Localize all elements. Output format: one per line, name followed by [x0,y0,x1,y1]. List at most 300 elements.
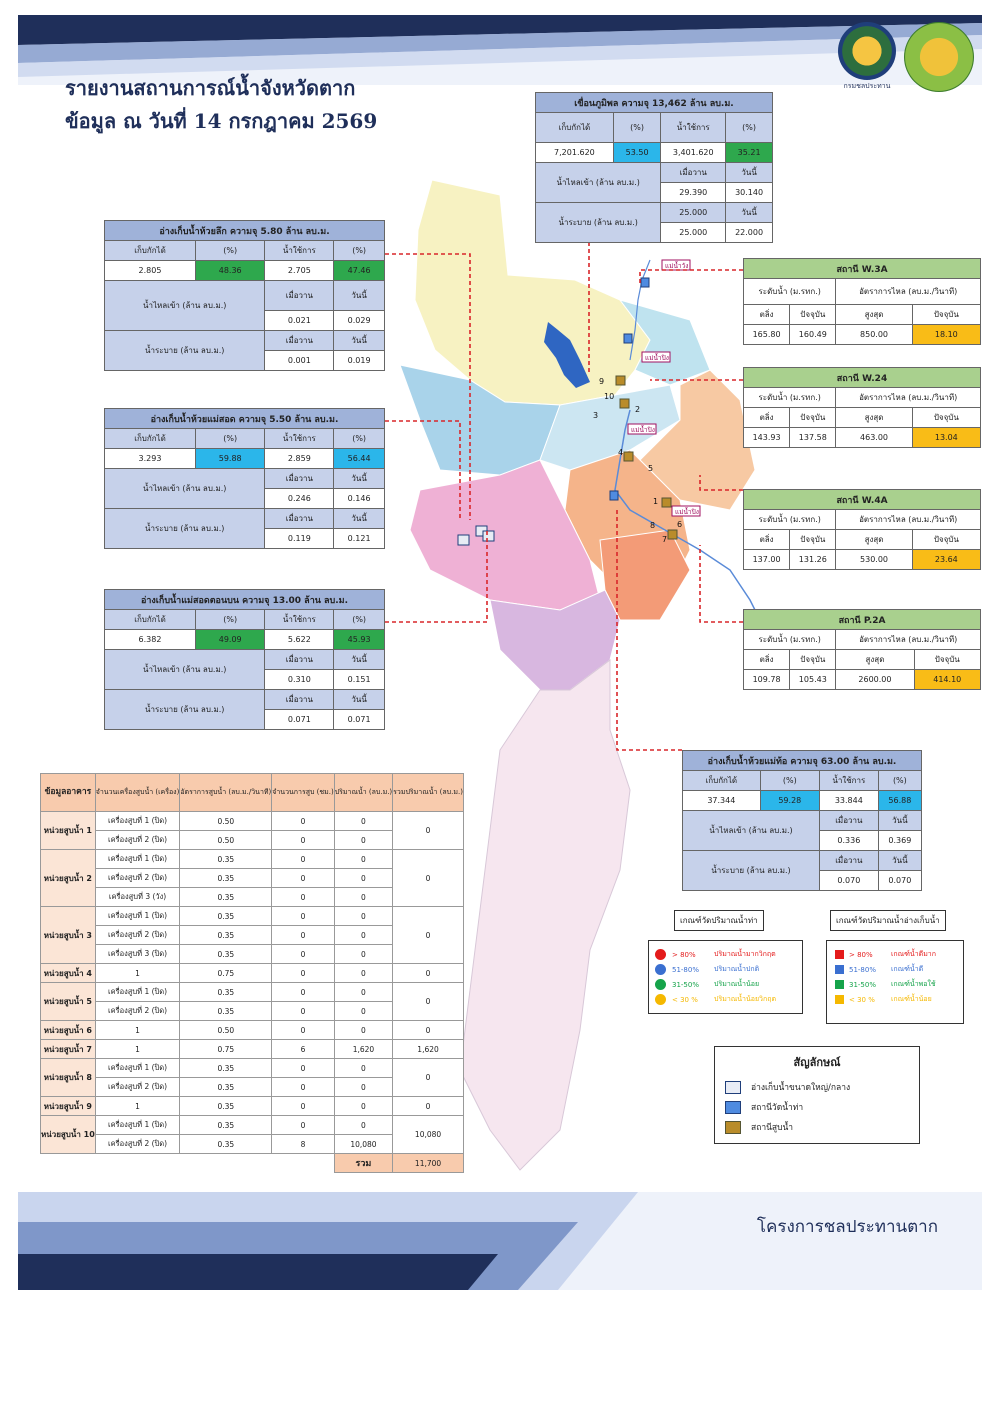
bhumibol-usable-label: น้ำใช้การ [661,113,726,143]
pump-volume: 0 [334,812,392,831]
maesotdonbon-in-t-label: วันนี้ [334,650,385,670]
pump-table-row [41,1097,464,1116]
report-title-block [65,72,377,138]
pump-hours: 8 [272,1135,334,1154]
station-p2a-flow-label: อัตราการไหล (ลบ.ม./วินาที) [836,630,981,650]
maesotdonbon-in-yesterday: 0.310 [265,670,334,690]
maesot-stored: 3.293 [105,449,196,469]
pump-marker-1: 1 [653,497,659,506]
maetho-stored-label: เก็บกักได้ [683,771,761,791]
station-w4a-bank: 137.00 [744,550,790,570]
pump-machine: 1 [95,964,180,983]
pump-icon-9 [616,376,625,385]
pump-unit-total: 0 [393,964,464,983]
legend-reservoir-title: เกณฑ์วัดปริมาณน้ำอ่างเก็บน้ำ [830,910,946,931]
pump-machine: เครื่องสูบที่ 1 (ปิด) [95,1116,180,1135]
maesotdonbon-out-today: 0.071 [334,710,385,730]
circle-icon [655,994,666,1005]
pump-unit-name: หน่วยสูบน้ำ 8 [41,1059,96,1097]
station-w4a-current-flow-label: ปัจจุบัน [912,530,980,550]
pump-table-row [41,964,464,983]
legend-item [655,992,796,1007]
station-w3a-current-flow-label: ปัจจุบัน [912,305,980,325]
maetho-title: อ่างเก็บน้ำห้วยแม่ท้อ ความจุ 63.00 ล้าน ลบ.ม. [683,751,922,771]
legend-item [655,962,796,977]
reservoir-icon-1 [458,535,469,545]
pump-icon [725,1121,741,1134]
pump-machine: เครื่องสูบที่ 3 (ปิด) [95,945,180,964]
legend-text: เกณฑ์น้ำน้อย [891,995,932,1003]
station-w4a-flow-label: อัตราการไหล (ลบ.ม./วินาที) [836,510,981,530]
pump-unit-name: หน่วยสูบน้ำ 4 [41,964,96,983]
huaylik-stored: 2.805 [105,261,196,281]
pump-table-row [41,1059,464,1078]
station-w24-level-label: ระดับน้ำ (ม.รทก.) [744,388,836,408]
huaylik-usable: 2.705 [265,261,334,281]
maetho-out-yesterday: 0.070 [819,871,878,891]
maesot-out-today: 0.121 [334,529,385,549]
pump-icon-1 [662,498,671,507]
legend-range: 51-80% [849,965,876,974]
symbol-station-label: สถานีวัดน้ำท่า [751,1103,804,1113]
pump-col-count: จำนวนเครื่องสูบน้ำ (เครื่อง) [95,774,180,812]
maesotdonbon-inflow-label: น้ำไหลเข้า (ล้าน ลบ.ม.) [105,650,265,690]
legend-text: เกณฑ์น้ำดี [891,965,924,973]
maetho-out-y-label: เมื่อวาน [819,851,878,871]
pump-hours: 0 [272,926,334,945]
pump-hours: 0 [272,869,334,888]
station-w24-current-label: ปัจจุบัน [790,408,836,428]
pump-hours: 0 [272,1059,334,1078]
maesotdonbon-out-t-label: วันนี้ [334,690,385,710]
legend-range: > 80% [672,950,696,959]
pump-rate: 0.75 [180,1040,272,1059]
pump-table-row [41,812,464,831]
station-w3a-level: 160.49 [790,325,836,345]
huaylik-out-yesterday: 0.001 [265,351,334,371]
pump-table-row [41,1040,464,1059]
pump-hours: 0 [272,907,334,926]
maetho-pct-label: (%) [760,771,819,791]
station-w3a-title: สถานี W.3A [744,259,981,279]
station-w3a-max: 850.00 [836,325,912,345]
maesotdonbon-usable-pct: 45.93 [334,630,385,650]
station-w4a-title: สถานี W.4A [744,490,981,510]
pump-volume: 0 [334,1116,392,1135]
pump-unit-name: หน่วยสูบน้ำ 6 [41,1021,96,1040]
huaylik-in-t-label: วันนี้ [334,281,385,311]
page-title: รายงานสถานการณ์น้ำจังหวัดตาก [65,76,356,100]
legend-text: เกณฑ์น้ำดีมาก [891,950,936,958]
page-subtitle: ข้อมูล ณ วันที่ 14 กรกฎาคม 2569 [65,109,378,133]
pump-volume: 0 [334,1021,392,1040]
pump-rate: 0.50 [180,1021,272,1040]
pump-unit-total: 0 [393,1097,464,1116]
pump-volume: 1,620 [334,1040,392,1059]
legend-range: 31-50% [849,980,876,989]
maesot-stored-pct: 59.88 [195,449,264,469]
pump-volume: 0 [334,945,392,964]
pump-hours: 0 [272,1021,334,1040]
bhumibol-stored-pct: 53.50 [613,143,661,163]
station-w3a-table [743,258,981,345]
pump-machine: เครื่องสูบที่ 1 (ปิด) [95,1059,180,1078]
legend-item [835,977,955,992]
pump-unit-name: หน่วยสูบน้ำ 1 [41,812,96,850]
maesot-stored-label: เก็บกักได้ [105,429,196,449]
station-p2a-bank-label: ตลิ่ง [744,650,790,670]
pump-hours: 0 [272,831,334,850]
legend-text: เกณฑ์น้ำพอใช้ [891,980,936,988]
legend-range: < 30 % [672,995,698,1004]
pump-machine: เครื่องสูบที่ 2 (ปิด) [95,869,180,888]
huaylik-usable-pct: 47.46 [334,261,385,281]
symbols-title: สัญลักษณ์ [793,1056,841,1069]
station-w4a-bank-label: ตลิ่ง [744,530,790,550]
footer-band [18,1192,982,1290]
square-icon [835,965,844,974]
huaylik-in-y-label: เมื่อวาน [265,281,334,311]
circle-icon [655,964,666,975]
pump-unit-name: หน่วยสูบน้ำ 10 [41,1116,96,1154]
pump-rate: 0.35 [180,1002,272,1021]
maesot-outflow-label: น้ำระบาย (ล้าน ลบ.ม.) [105,509,265,549]
pump-hours: 0 [272,1078,334,1097]
pump-machine: เครื่องสูบที่ 1 (ปิด) [95,907,180,926]
huaylik-usable-pct-label: (%) [334,241,385,261]
pump-rate: 0.35 [180,850,272,869]
pump-rate: 0.50 [180,812,272,831]
maesot-table [104,408,385,549]
station-p2a-max-label: สูงสุด [836,650,914,670]
maesot-in-y-label: เมื่อวาน [265,469,334,489]
footer-band-graphic [18,1192,982,1290]
pump-unit-total: 0 [393,983,464,1021]
pump-hours: 0 [272,964,334,983]
station-w24-level: 137.58 [790,428,836,448]
pump-marker-9: 9 [599,377,605,386]
maesotdonbon-usable: 5.622 [265,630,334,650]
pump-marker-3: 3 [593,411,599,420]
rid-logo-text: กรมชลประทาน [843,82,891,90]
pump-marker-10: 10 [604,392,615,401]
pump-unit-total: 0 [393,812,464,850]
bhumibol-usable: 3,401.620 [661,143,726,163]
bhumibol-in-today-label: วันนี้ [726,163,773,183]
pump-unit-name: หน่วยสูบน้ำ 7 [41,1040,96,1059]
pump-volume: 0 [334,983,392,1002]
maetho-inflow-label: น้ำไหลเข้า (ล้าน ลบ.ม.) [683,811,820,851]
pump-unit-total: 0 [393,1021,464,1040]
maetho-usable: 33.844 [819,791,878,811]
station-w24-flow-label: อัตราการไหล (ลบ.ม./วินาที) [836,388,981,408]
station-p2a-level: 105.43 [790,670,836,690]
pump-col-hours: จำนวนการสูบ (ชม.) [272,774,334,812]
legend-item [835,962,955,977]
maesotdonbon-pct-label: (%) [195,610,264,630]
station-w3a-flow-label: อัตราการไหล (ลบ.ม./วินาที) [836,279,981,305]
reservoir-icon-3 [483,531,494,541]
pump-unit-total: 1,620 [393,1040,464,1059]
pump-rate: 0.35 [180,1135,272,1154]
maesotdonbon-title: อ่างเก็บน้ำแม่สอดตอนบน ความจุ 13.00 ล้าน ลบ.ม. [105,590,385,610]
pump-unit-name: หน่วยสูบน้ำ 9 [41,1097,96,1116]
maetho-stored: 37.344 [683,791,761,811]
maesotdonbon-in-today: 0.151 [334,670,385,690]
w24-station-icon [624,334,632,343]
river-label-ping-1: แม่น้ำปิง [645,354,669,362]
station-w3a-bank-label: ตลิ่ง [744,305,790,325]
station-p2a-level-label: ระดับน้ำ (ม.รทก.) [744,630,836,650]
maesot-in-yesterday: 0.246 [265,489,334,509]
pump-col-rate: อัตราการสูบน้ำ (ลบ.ม./วินาที) [180,774,272,812]
pump-machine: เครื่องสูบที่ 2 (ปิด) [95,1002,180,1021]
maesotdonbon-outflow-label: น้ำระบาย (ล้าน ลบ.ม.) [105,690,265,730]
pump-rate: 0.35 [180,1078,272,1097]
project-logo [904,22,974,92]
station-w4a-table [743,489,981,570]
bhumibol-out-today-label: วันนี้ [726,203,773,223]
square-icon [835,995,844,1004]
station-icon [725,1101,741,1114]
pump-marker-7: 7 [662,535,668,544]
maesotdonbon-stored: 6.382 [105,630,196,650]
pump-volume: 0 [334,1059,392,1078]
maesotdonbon-table [104,589,385,730]
pump-volume: 0 [334,964,392,983]
station-w3a-max-label: สูงสุด [836,305,912,325]
station-w24-bank-label: ตลิ่ง [744,408,790,428]
legend-text: ปริมาณน้ำมากวิกฤต [714,950,776,958]
maesot-in-today: 0.146 [334,489,385,509]
pump-machine: 1 [95,1021,180,1040]
pump-marker-2: 2 [635,405,641,414]
pump-rate: 0.35 [180,945,272,964]
station-w3a-bank: 165.80 [744,325,790,345]
w3a-station-icon [641,278,649,287]
huaylik-in-today: 0.029 [334,311,385,331]
pump-machine: 1 [95,1097,180,1116]
pump-rate: 0.75 [180,964,272,983]
station-w4a-current-label: ปัจจุบัน [790,530,836,550]
symbols-legend [714,1046,920,1144]
huaylik-out-t-label: วันนี้ [334,331,385,351]
pump-volume: 0 [334,888,392,907]
station-w3a-flow: 18.10 [912,325,980,345]
pump-machine: เครื่องสูบที่ 3 (วัง) [95,888,180,907]
bhumibol-inflow-label: น้ำไหลเข้า (ล้าน ลบ.ม.) [536,163,661,203]
pump-table-body [41,812,464,1173]
huaylik-usable-label: น้ำใช้การ [265,241,334,261]
pump-volume: 0 [334,907,392,926]
bhumibol-in-yesterday: 29.390 [661,183,726,203]
legend-item [835,947,955,962]
legend-item [655,977,796,992]
reservoir-icon [725,1081,741,1094]
pump-machine: เครื่องสูบที่ 1 (ปิด) [95,812,180,831]
pump-rate: 0.35 [180,888,272,907]
pump-hours: 0 [272,850,334,869]
river-label-wang: แม่น้ำวัง [665,262,689,270]
pump-hours: 0 [272,888,334,907]
station-w24-current-flow-label: ปัจจุบัน [912,408,980,428]
pump-unit-total: 10,080 [393,1116,464,1154]
maesotdonbon-usable-pct-label: (%) [334,610,385,630]
pump-hours: 0 [272,1002,334,1021]
bhumibol-out-yesterday: 25.000 [661,223,726,243]
pump-rate: 0.35 [180,926,272,945]
pump-marker-4: 4 [618,448,624,457]
station-w4a-flow: 23.64 [912,550,980,570]
pump-volume: 0 [334,1078,392,1097]
pump-sum-row [41,1154,464,1173]
pump-table-row [41,1021,464,1040]
legend-range: 31-50% [672,980,699,989]
maetho-table [682,750,922,891]
maesot-in-t-label: วันนี้ [334,469,385,489]
pump-hours: 6 [272,1040,334,1059]
pump-icon-3 [620,399,629,408]
pump-station-table [40,773,464,1173]
pump-volume: 0 [334,1097,392,1116]
huaylik-pct-label: (%) [195,241,264,261]
huaylik-stored-pct: 48.36 [195,261,264,281]
bhumibol-in-yesterday-label: เมื่อวาน [661,163,726,183]
maetho-outflow-label: น้ำระบาย (ล้าน ลบ.ม.) [683,851,820,891]
station-w4a-max-label: สูงสุด [836,530,912,550]
circle-icon [655,949,666,960]
maesot-out-yesterday: 0.119 [265,529,334,549]
maesotdonbon-in-y-label: เมื่อวาน [265,650,334,670]
maetho-out-t-label: วันนี้ [878,851,921,871]
station-p2a-table [743,609,981,690]
bhumibol-stored: 7,201.620 [536,143,614,163]
pump-rate: 0.35 [180,907,272,926]
maesot-title: อ่างเก็บน้ำห้วยแม่สอด ความจุ 5.50 ล้าน ลบ.ม. [105,409,385,429]
pump-col-total: รวมปริมาณน้ำ (ลบ.ม.) [393,774,464,812]
pump-col-building: ข้อมูลอาคาร [41,774,96,812]
station-w4a-level: 131.26 [790,550,836,570]
pump-rate: 0.50 [180,831,272,850]
maetho-in-t-label: วันนี้ [878,811,921,831]
station-p2a-title: สถานี P.2A [744,610,981,630]
pump-volume: 0 [334,831,392,850]
pump-rate: 0.35 [180,1097,272,1116]
bhumibol-out-today: 22.000 [726,223,773,243]
station-w4a-max: 530.00 [836,550,912,570]
maetho-out-today: 0.070 [878,871,921,891]
huaylik-table [104,220,385,371]
station-w24-title: สถานี W.24 [744,368,981,388]
legend-range: 51-80% [672,965,699,974]
legend-text: ปริมาณน้ำน้อยวิกฤต [714,995,777,1003]
pump-table-row [41,850,464,869]
legend-reservoir [826,940,964,1024]
pump-machine: เครื่องสูบที่ 2 (ปิด) [95,831,180,850]
pump-volume: 0 [334,926,392,945]
pump-hours: 0 [272,1116,334,1135]
pump-icon-7 [668,530,677,539]
pump-sum-value: 11,700 [393,1154,464,1173]
station-w3a-current-label: ปัจจุบัน [790,305,836,325]
legend-range: < 30 % [849,995,875,1004]
maetho-in-y-label: เมื่อวาน [819,811,878,831]
maesot-out-y-label: เมื่อวาน [265,509,334,529]
huaylik-title: อ่างเก็บน้ำห้วยลึก ความจุ 5.80 ล้าน ลบ.ม. [105,221,385,241]
maesotdonbon-out-y-label: เมื่อวาน [265,690,334,710]
symbol-reservoir-label: อ่างเก็บน้ำขนาดใหญ่/กลาง [751,1083,851,1093]
station-w24-bank: 143.93 [744,428,790,448]
bhumibol-table [535,92,773,243]
pump-machine: เครื่องสูบที่ 1 (ปิด) [95,850,180,869]
pump-sum-label: รวม [334,1154,392,1173]
bhumibol-pct-label: (%) [613,113,661,143]
pump-rate: 0.35 [180,983,272,1002]
station-w24-flow: 13.04 [912,428,980,448]
maesotdonbon-usable-label: น้ำใช้การ [265,610,334,630]
huaylik-inflow-label: น้ำไหลเข้า (ล้าน ลบ.ม.) [105,281,265,331]
map-zone-far-south [460,660,630,1170]
huaylik-outflow-label: น้ำระบาย (ล้าน ลบ.ม.) [105,331,265,371]
maesotdonbon-out-yesterday: 0.071 [265,710,334,730]
pump-unit-total: 0 [393,1059,464,1097]
station-w4a-level-label: ระดับน้ำ (ม.รทก.) [744,510,836,530]
maesot-usable: 2.859 [265,449,334,469]
pump-machine: เครื่องสูบที่ 2 (ปิด) [95,926,180,945]
bhumibol-usable-pct: 35.21 [726,143,773,163]
pump-machine: 1 [95,1040,180,1059]
legend-item [655,947,796,962]
pump-marker-8: 8 [650,521,656,530]
legend-station-title: เกณฑ์วัดปริมาณน้ำท่า [674,910,764,931]
maetho-usable-pct-label: (%) [878,771,921,791]
bhumibol-outflow-label: น้ำระบาย (ล้าน ลบ.ม.) [536,203,661,243]
legend-range: > 80% [849,950,873,959]
symbol-pump-label: สถานีสูบน้ำ [751,1123,794,1133]
station-p2a-current-flow-label: ปัจจุบัน [914,650,980,670]
station-p2a-flow: 414.10 [914,670,980,690]
pump-volume: 0 [334,1002,392,1021]
maesot-inflow-label: น้ำไหลเข้า (ล้าน ลบ.ม.) [105,469,265,509]
pump-unit-name: หน่วยสูบน้ำ 5 [41,983,96,1021]
pump-table-row [41,983,464,1002]
pump-volume: 0 [334,850,392,869]
pump-unit-name: หน่วยสูบน้ำ 2 [41,850,96,907]
square-icon [835,980,844,989]
station-w24-max-label: สูงสุด [836,408,912,428]
pump-rate: 0.35 [180,1116,272,1135]
bhumibol-usable-pct-label: (%) [726,113,773,143]
maesot-usable-pct-label: (%) [334,429,385,449]
station-p2a-bank: 109.78 [744,670,790,690]
bhumibol-out-yesterday-top: 25.000 [661,203,726,223]
huaylik-out-y-label: เมื่อวาน [265,331,334,351]
maetho-in-today: 0.369 [878,831,921,851]
maetho-in-yesterday: 0.336 [819,831,878,851]
pump-volume: 0 [334,869,392,888]
pump-hours: 0 [272,1097,334,1116]
maetho-usable-pct: 56.88 [878,791,921,811]
pump-unit-total: 0 [393,850,464,907]
pump-rate: 0.35 [180,1059,272,1078]
maesot-out-t-label: วันนี้ [334,509,385,529]
pump-marker-6: 6 [677,520,683,529]
pump-table-row [41,1116,464,1135]
rid-logo [838,22,896,80]
legend-station [648,940,803,1014]
pump-hours: 0 [272,945,334,964]
huaylik-in-yesterday: 0.021 [265,311,334,331]
